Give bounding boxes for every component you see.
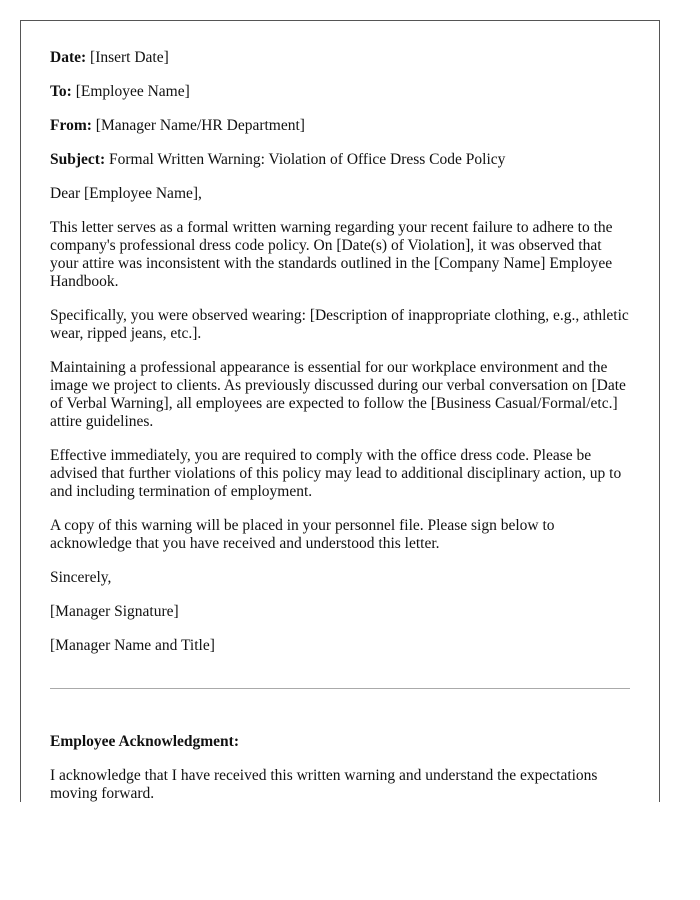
sign-off: Sincerely, — [50, 569, 112, 586]
body-paragraph-consequences: Effective immediately, you are required to comply with the office dress code. Please be advised that further violations of this policy may lead to additional disciplinary action, up to and including termination of employment. — [50, 447, 622, 500]
letter-content — [21, 21, 659, 802]
date-value: [Insert Date] — [90, 49, 169, 66]
from-value: [Manager Name/HR Department] — [95, 117, 305, 134]
manager-signature: [Manager Signature] — [50, 603, 179, 620]
body-paragraph-expectations: Maintaining a professional appearance is essential for our workplace environment and the image we project to clients. As previously discussed during our verbal conversation on [Date of Verbal Warning], all employees are expected to follow the [Business Casual/Formal/etc.] attire guidelines. — [50, 359, 626, 430]
subject-line — [50, 151, 630, 169]
acknowledgment-text: I acknowledge that I have received this written warning and understand the expectations moving forward. — [50, 767, 598, 802]
to-line — [50, 83, 630, 101]
from-line — [50, 117, 630, 135]
acknowledgment-heading: Employee Acknowledgment: — [50, 733, 240, 750]
date-line — [50, 49, 630, 67]
letter-page — [20, 20, 660, 802]
subject-label: Subject: — [50, 151, 106, 168]
salutation: Dear [Employee Name], — [50, 185, 202, 202]
date-label: Date: — [50, 49, 87, 66]
body-paragraph-file-notice: A copy of this warning will be placed in your personnel file. Please sign below to acknowledge that you have received and understood this letter. — [50, 517, 555, 552]
body-paragraph-description: Specifically, you were observed wearing: [Description of inappropriate clothing, e.g., athletic wear, ripped jeans, etc.]. — [50, 307, 629, 342]
section-divider — [50, 688, 630, 689]
subject-value: Formal Written Warning: Violation of Office Dress Code Policy — [108, 151, 506, 168]
to-value: [Employee Name] — [75, 83, 190, 100]
manager-name-title: [Manager Name and Title] — [50, 637, 215, 654]
body-paragraph-violation: This letter serves as a formal written warning regarding your recent failure to adhere to the company's professional dress code policy. On [Date(s) of Violation], it was observed that your attire was inconsistent with the standards outlined in the [Company Name] Employee Handbook. — [50, 219, 613, 290]
to-label: To: — [50, 83, 72, 100]
from-label: From: — [50, 117, 92, 134]
